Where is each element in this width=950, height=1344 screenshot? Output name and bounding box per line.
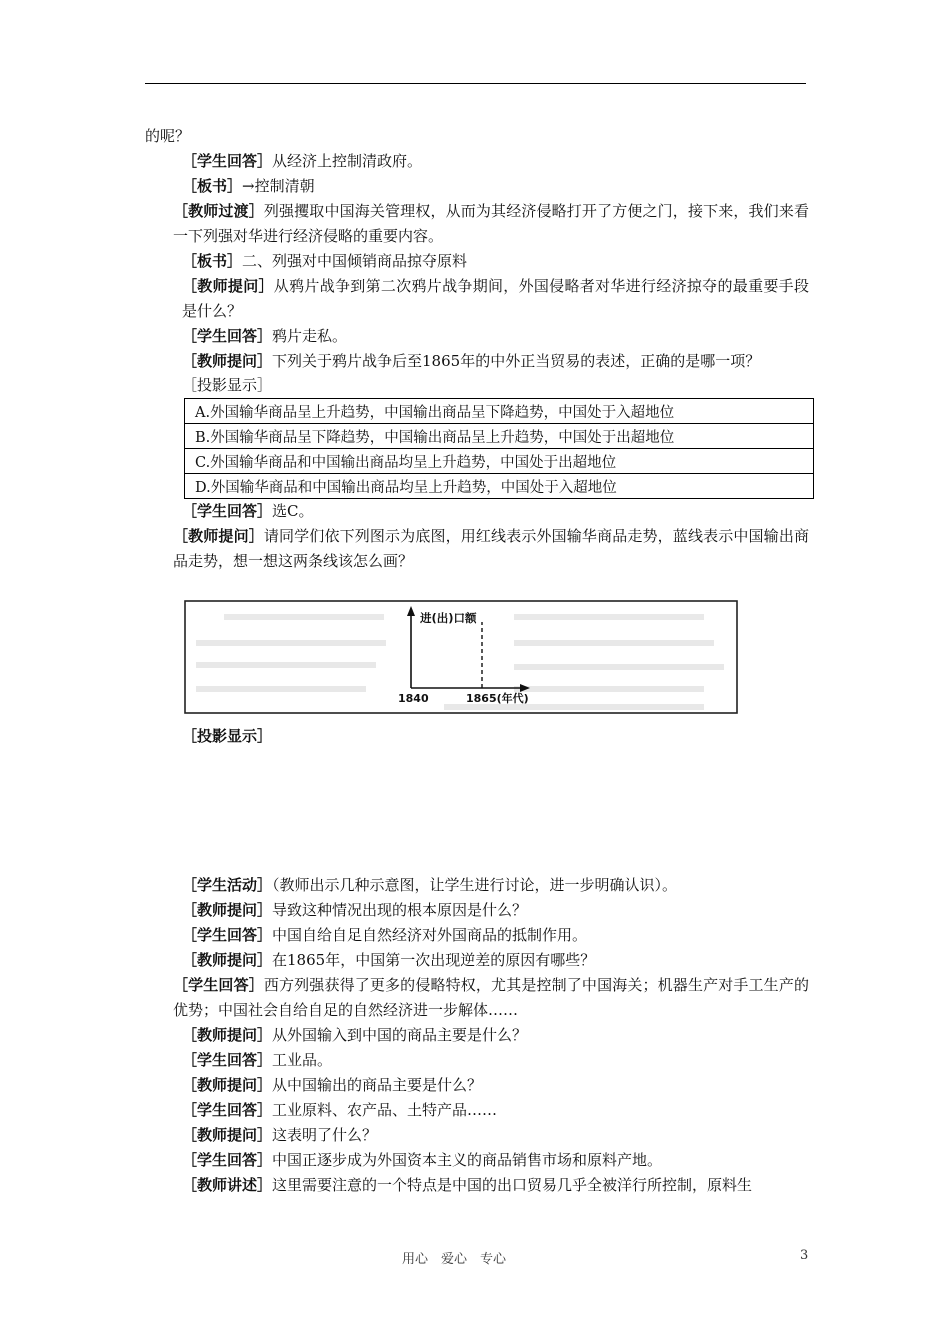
- student-answer: [145, 973, 809, 1023]
- role-label: ［板书］: [182, 177, 243, 195]
- role-label: ［学生回答］: [182, 1051, 273, 1069]
- option-row: [185, 474, 814, 499]
- note-text: →控制清朝: [242, 177, 315, 195]
- student-answer: [145, 923, 809, 948]
- blackboard-note: [145, 174, 809, 199]
- activity-text: （教师出示几种示意图，让学生进行讨论，进一步明确认识）。: [272, 876, 678, 894]
- blackboard-note: [145, 249, 809, 274]
- role-label: ［教师提问］: [182, 352, 273, 370]
- role-label: ［学生回答］: [182, 1151, 273, 1169]
- projection-label: ［投影显示］: [182, 727, 273, 745]
- question-text: 在1865年，中国第一次出现逆差的原因有哪些？: [272, 951, 596, 969]
- student-answer: [145, 1098, 809, 1123]
- options-table: [184, 398, 814, 499]
- teacher-lecture: [145, 1173, 809, 1198]
- teacher-question: [145, 1023, 809, 1048]
- answer-text: 中国自给自足自然经济对外国商品的抵制作用。: [272, 926, 588, 944]
- answer-text: 中国正逐步成为外国资本主义的商品销售市场和原料产地。: [272, 1151, 663, 1169]
- question-text: 请同学们依下列图示为底图，用红线表示外国输华商品走势，蓝线表示中国输出商品走势，想一想这两条线该怎么画？: [173, 527, 809, 570]
- answer-text: 西方列强获得了更多的侵略特权，尤其是控制了中国海关；机器生产对手工生产的优势；中国社会自给自足的自然经济进一步解体……: [173, 976, 809, 1019]
- text-line: 的呢？: [145, 127, 191, 145]
- role-label: ［学生回答］: [182, 152, 273, 170]
- student-answer: [145, 324, 809, 349]
- transition-text: 列强攫取中国海关管理权，从而为其经济侵略打开了方便之门，接下来，我们来看一下列强对华进行经济侵略的重要内容。: [173, 202, 809, 245]
- role-label: ［学生回答］: [182, 327, 273, 345]
- answer-text: 选C。: [272, 502, 314, 520]
- role-label: ［教师过渡］: [173, 202, 264, 220]
- role-label: ［教师提问］: [182, 901, 273, 919]
- question-text: 从外国输入到中国的商品主要是什么？: [272, 1026, 528, 1044]
- role-label: ［板书］: [182, 252, 243, 270]
- header-rule: [145, 83, 806, 84]
- projection-label: ［投影显示］: [182, 376, 273, 394]
- teacher-question: [145, 524, 809, 574]
- role-label: ［教师提问］: [182, 277, 274, 295]
- page-number: 3: [800, 1248, 809, 1263]
- teacher-question: [145, 1123, 809, 1148]
- question-text: 这表明了什么？: [272, 1126, 378, 1144]
- role-label: ［学生活动］: [182, 876, 273, 894]
- role-label: ［学生回答］: [182, 1101, 273, 1119]
- option-c: C.外国输华商品和中国输出商品均呈上升趋势，中国处于出超地位: [185, 449, 814, 474]
- question-text: 从鸦片战争到第二次鸦片战争期间，外国侵略者对华进行经济掠夺的最重要手段是什么？: [182, 277, 809, 320]
- role-label: ［教师提问］: [182, 1026, 273, 1044]
- option-row: [185, 449, 814, 474]
- teacher-question: [145, 274, 809, 324]
- option-row: [185, 399, 814, 424]
- teacher-question: [145, 898, 809, 923]
- student-activity: [145, 873, 809, 898]
- role-label: ［教师讲述］: [182, 1176, 273, 1194]
- student-answer: [145, 1048, 809, 1073]
- answer-text: 工业品。: [272, 1051, 333, 1069]
- role-label: ［教师提问］: [173, 527, 264, 545]
- answer-text: 鸦片走私。: [272, 327, 348, 345]
- student-answer: [145, 149, 809, 174]
- role-label: ［学生回答］: [182, 502, 273, 520]
- footer-motto: 用心 爱心 专心: [402, 1252, 507, 1267]
- teacher-question: [145, 1073, 809, 1098]
- student-answer: [145, 1148, 809, 1173]
- answer-text: 从经济上控制清政府。: [272, 152, 423, 170]
- option-a: A.外国输华商品呈上升趋势，中国输出商品呈下降趋势，中国处于入超地位: [185, 399, 814, 424]
- option-d: D.外国输华商品和中国输出商品均呈上升趋势，中国处于入超地位: [195, 479, 617, 496]
- teacher-question: [145, 948, 809, 973]
- teacher-transition: [145, 199, 809, 249]
- note-text: 二、列强对中国倾销商品掠夺原料: [242, 252, 468, 270]
- x-start-label: 1840: [398, 692, 429, 705]
- teacher-question: [145, 349, 809, 374]
- role-label: ［教师提问］: [182, 951, 273, 969]
- option-row: [185, 424, 814, 449]
- option-b: B.外国输华商品呈下降趋势，中国输出商品呈上升趋势，中国处于出超地位: [185, 424, 814, 449]
- role-label: ［学生回答］: [182, 926, 273, 944]
- lecture-text: 这里需要注意的一个特点是中国的出口贸易几乎全被洋行所控制，原料生: [272, 1176, 753, 1194]
- role-label: ［教师提问］: [182, 1126, 273, 1144]
- y-axis-label: 进(出)口额: [420, 611, 477, 625]
- answer-text: 工业原料、农产品、土特产品……: [272, 1101, 498, 1119]
- trade-axes-figure: [184, 600, 738, 722]
- student-answer: [145, 499, 809, 524]
- x-mid-label: 1865(年代): [466, 692, 529, 705]
- question-text: 从中国输出的商品主要是什么？: [272, 1076, 483, 1094]
- role-label: ［学生回答］: [173, 976, 264, 994]
- question-text: 导致这种情况出现的根本原因是什么？: [272, 901, 528, 919]
- role-label: ［教师提问］: [182, 1076, 273, 1094]
- question-text: 下列关于鸦片战争后至1865年的中外正当贸易的表述，正确的是哪一项？: [272, 352, 761, 370]
